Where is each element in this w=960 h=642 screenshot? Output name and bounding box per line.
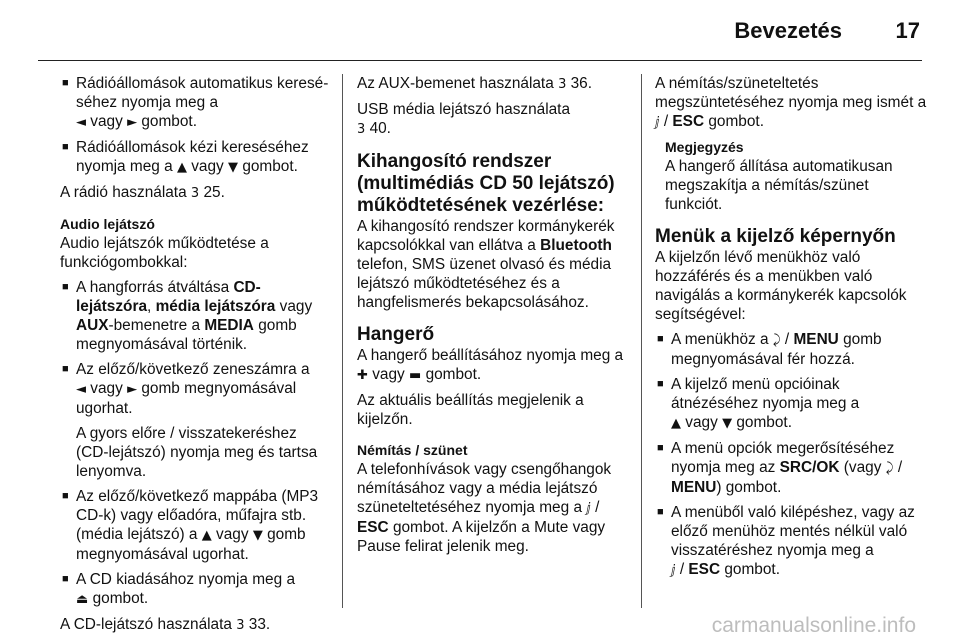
back-icon: ⤸ (885, 461, 894, 476)
down-arrow-icon: ▼ (252, 528, 263, 543)
fast-forward-note: A gyors előre / visszatekeréshez (CD-lejátszó) nyomja meg és tartsa lenyomva. (76, 425, 318, 480)
column-divider-2 (641, 74, 642, 608)
list-item: ■ A kijelző menü opcióinak átnézéséhez nyomja meg a ▲ vagy ▼ gombot. (655, 375, 927, 433)
handsfree-heading: Kihangosító rendszer (multimédiás CD 50 lejátszó) működtetésének vezérlése: (357, 151, 615, 216)
list-item: ■ A menükhöz a ⤸ / MENU gomb megnyomásával fér hozzá. (655, 330, 927, 369)
list-item: ■ Az előző/következő mappába (MP3 CD-k) vagy előadóra, műfajra stb. (média lejátszó) a ▲ vagy ▼ gomb megnyomásával ugorhat. (60, 487, 332, 564)
radio-reference: A rádió használata 3 25. (60, 184, 225, 201)
back-icon: ⤸ (772, 333, 781, 348)
audio-player-heading: Audio lejátszó (60, 216, 155, 232)
page-ref-icon: 3 (236, 618, 245, 633)
mute-icon: ⅉ (671, 563, 676, 578)
list-item: ■ A CD kiadásához nyomja meg a ⏏ gombot. (60, 570, 332, 609)
list-item: ■ A menüből való kilépéshez, vagy az előző menühöz mentés nélkül való visszatéréshez nyomja meg a ⅉ / ESC gombot. (655, 503, 927, 580)
audio-intro: Audio lejátszók működtetése a funkciógombokkal: (60, 235, 269, 271)
eject-icon: ⏏ (76, 592, 89, 607)
right-arrow-icon: ► (127, 115, 138, 130)
unmute-text: A némítás/szüneteltetés megszüntetéséhez nyomja meg ismét a ⅉ / ESC gombot. (655, 75, 927, 130)
mute-text: A telefonhívások vagy csengőhangok némításához vagy a média lejátszó szüneteltetéséhez nyomja meg a ⅉ / ESC gombot. A kijelzőn a Mute vagy Pause felirat jelenik meg. (357, 461, 612, 555)
left-arrow-icon: ◄ (76, 115, 86, 130)
mute-icon: ⅉ (586, 501, 591, 516)
usb-reference: USB média lejátszó használata 3 40. (357, 101, 571, 137)
minus-icon: ▬ (408, 368, 422, 383)
page-number: 17 (895, 18, 920, 43)
watermark: carmanualsonline.info (711, 614, 916, 637)
handsfree-text: A kihangosító rendszer kormánykerék kapcsolókkal van ellátva a Bluetooth telefon, SMS üzenet olvasó és média lejátszó működtetéséhez és a hangfelismerés bekapcsolásához. (357, 218, 615, 311)
down-arrow-icon: ▼ (722, 416, 733, 431)
volume-text: A hangerő beállításához nyomja meg a ✚ vagy ▬ gombot. (357, 347, 624, 383)
mute-icon: ⅉ (655, 115, 660, 130)
up-arrow-icon: ▲ (176, 160, 187, 175)
volume-display-text: Az aktuális beállítás megjelenik a kijelzőn. (357, 392, 584, 428)
mute-heading: Némítás / szünet (357, 442, 468, 458)
aux-reference: Az AUX-bemenet használata 3 36. (357, 75, 593, 92)
volume-heading: Hangerő (357, 324, 435, 345)
page-title: Bevezetés (734, 18, 842, 43)
column-2 (357, 74, 637, 562)
page-header (0, 0, 960, 62)
up-arrow-icon: ▲ (671, 416, 681, 431)
cd-reference: A CD-lejátszó használata 3 33. (60, 616, 271, 633)
up-arrow-icon: ▲ (201, 528, 212, 543)
list-item: ■ Rádióállomások automatikus kereséséhez nyomja meg a ◄ vagy ► gombot. (60, 74, 332, 132)
note-text: A hangerő állítása automatikusan megszakítja a némítás/szünet funkciót. (665, 158, 893, 213)
menu-intro: A kijelzőn lévő menükhöz való hozzáférés és a menükben való navigálás a kormánykerék kapcsolók segítségével: (655, 249, 907, 323)
header-rule (38, 60, 922, 61)
column-1 (60, 74, 332, 641)
note-box (655, 138, 927, 214)
column-divider-1 (342, 74, 343, 608)
page-ref-icon: 3 (558, 77, 567, 92)
list-item: ■ Rádióállomások kézi kereséséhez nyomja meg a ▲ vagy ▼ gombot. (60, 138, 332, 177)
plus-icon: ✚ (357, 368, 368, 383)
list-item: ■ A menü opciók megerősítéséhez nyomja meg az SRC/OK (vagy ⤸ / MENU) gombot. (655, 439, 927, 497)
page-ref-icon: 3 (190, 186, 200, 201)
left-arrow-icon: ◄ (76, 382, 86, 397)
down-arrow-icon: ▼ (228, 160, 239, 175)
note-heading: Megjegyzés (665, 139, 744, 155)
menu-heading: Menük a kijelző képernyőn (655, 226, 896, 247)
page-ref-icon: 3 (357, 122, 366, 137)
list-item: ■ Az előző/következő zeneszámra a ◄ vagy ► gomb megnyomásával ugorhat. (60, 360, 332, 418)
right-arrow-icon: ► (127, 382, 138, 397)
column-3 (655, 74, 927, 586)
list-item: ■ A hangforrás átváltása CD-lejátszóra, média lejátszóra vagy AUX-bemenetre a MEDIA gomb megnyomásával történik. (60, 278, 332, 354)
